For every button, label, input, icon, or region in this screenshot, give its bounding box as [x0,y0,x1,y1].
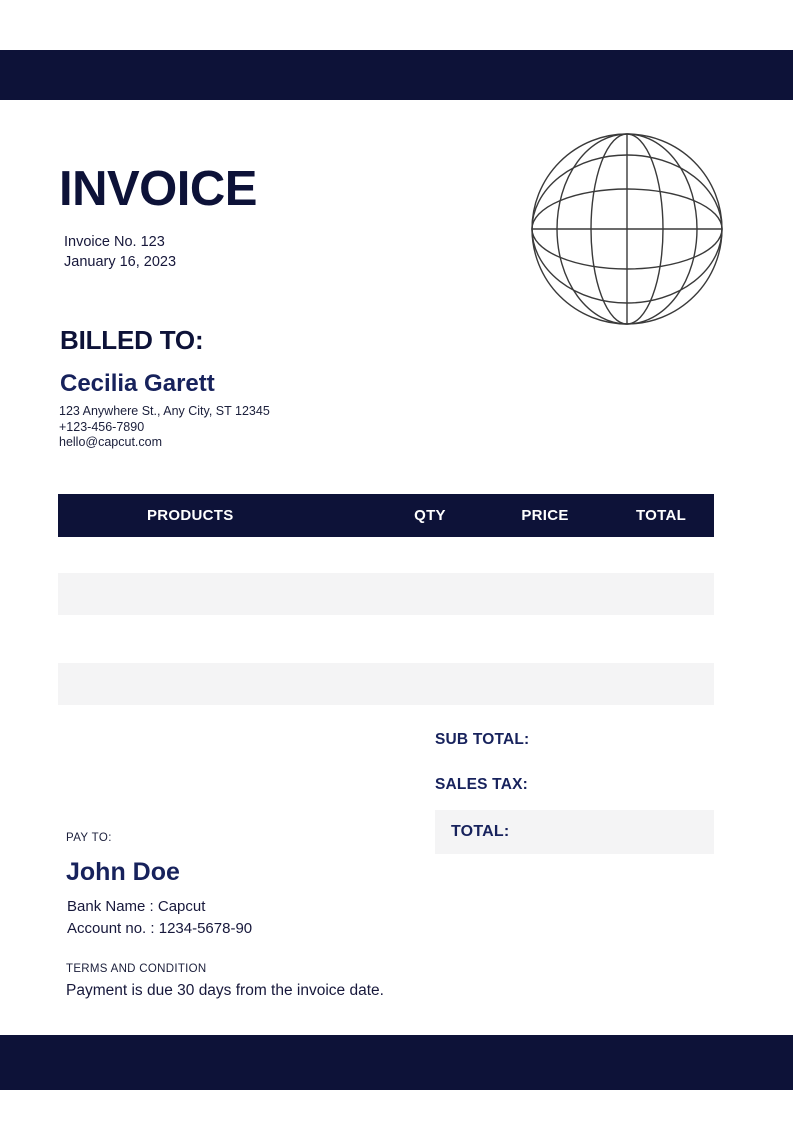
invoice-number: Invoice No. 123 [64,234,165,250]
pay-to-name: John Doe [66,858,180,886]
billed-to-address: 123 Anywhere St., Any City, ST 12345 [59,404,270,418]
top-navy-bar [0,50,793,100]
subtotal-label: SUB TOTAL: [435,731,530,748]
products-table-header [58,494,714,537]
pay-to-bank-details [67,896,252,940]
billed-to-heading: BILLED TO: [60,325,204,355]
column-header-products: PRODUCTS [147,507,234,524]
terms-label: TERMS AND CONDITION [66,963,207,975]
total-label: TOTAL: [451,823,510,840]
sales-tax-row [435,765,714,805]
column-header-total: TOTAL [635,507,687,524]
account-number: Account no. : 1234-5678-90 [67,920,253,937]
billed-to-details [59,404,270,451]
bottom-navy-bar [0,1035,793,1090]
invoice-date: January 16, 2023 [64,254,177,270]
pay-to-label: PAY TO: [66,832,112,844]
billed-to-name: Cecilia Garett [60,370,215,397]
bank-name: Bank Name : Capcut [67,898,206,915]
subtotal-row [435,720,714,760]
table-row [58,663,714,705]
terms-text: Payment is due 30 days from the invoice date. [66,982,384,999]
column-header-qty: QTY [414,507,446,524]
billed-to-phone: +123-456-7890 [59,419,145,434]
globe-icon [531,133,723,325]
billed-to-email: hello@capcut.com [59,435,163,449]
table-row [58,573,714,615]
column-header-price: PRICE [521,507,569,524]
sales-tax-label: SALES TAX: [435,776,528,793]
invoice-meta [64,232,176,272]
page-title: INVOICE [59,162,257,216]
total-row [435,810,714,854]
